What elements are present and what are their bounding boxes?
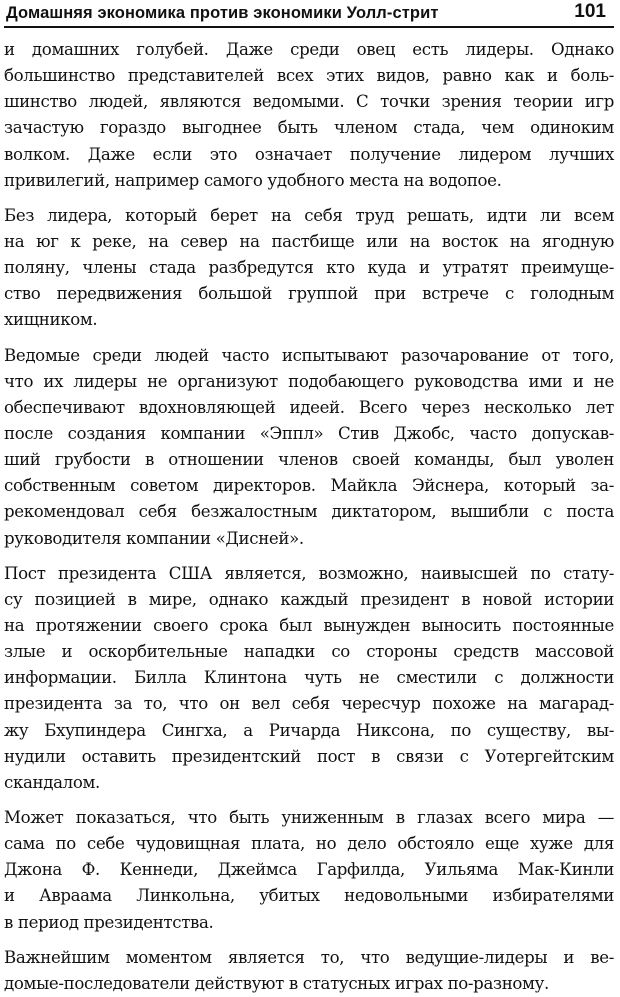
paragraph bbox=[4, 37, 614, 194]
body-text bbox=[4, 37, 614, 997]
text-line: жу Бхупиндера Сингха, а Ричарда Никсона, по существу, вы- bbox=[4, 720, 614, 740]
text-line: и домашних голубей. Даже среди овец есть лидеры. Однако bbox=[4, 40, 614, 59]
paragraph bbox=[4, 561, 614, 796]
text-line: на юг к реке, на север на пастбище или на восток на ягодную bbox=[4, 231, 614, 251]
text-line: зачастую гораздо выгоднее быть членом стада, чем одиноким bbox=[4, 118, 614, 138]
text-line: Ведомые среди людей часто испытывают разочарование от того, bbox=[4, 345, 614, 365]
text-line: шинство людей, являются ведомыми. С точки зрения теории игр bbox=[4, 92, 614, 112]
text-line: су позицией в мире, однако каждый президент в новой истории bbox=[4, 589, 614, 609]
text-line: хищником. bbox=[4, 310, 98, 330]
text-line: Может показаться, что быть униженным в глазах всего мира — bbox=[4, 807, 614, 827]
text-line: информации. Билла Клинтона чуть не сместили с должности bbox=[4, 668, 614, 688]
text-line: на протяжении своего срока был вынужден выносить постоянные bbox=[4, 615, 614, 635]
text-line: после создания компании «Эппл» Стив Джобс, часто допускав- bbox=[4, 423, 614, 443]
text-line: скандалом. bbox=[4, 772, 100, 792]
text-line: нудили оставить президентский пост в связи с Уотергейтским bbox=[4, 746, 614, 766]
text-line: президента за то, что он вел себя чересчур похоже на магарад- bbox=[4, 694, 614, 714]
text-line: Важнейшим моментом является то, что ведущие-лидеры и ве- bbox=[4, 947, 614, 967]
text-line: поляну, члены стада разбредутся кто куда и утратят преимуще- bbox=[4, 258, 614, 278]
text-line: руководителя компании «Дисней». bbox=[4, 528, 304, 548]
paragraph bbox=[4, 945, 614, 997]
text-line: злые и оскорбительные нападки со стороны средств массовой bbox=[4, 642, 614, 662]
paragraph bbox=[4, 805, 614, 936]
paragraph-spacer bbox=[4, 194, 614, 203]
text-line: что их лидеры не организуют подобающего руководства ими и не bbox=[4, 371, 614, 391]
text-line: и Авраама Линкольна, убитых недовольными избирателями bbox=[4, 886, 614, 906]
text-line: в период президентства. bbox=[4, 912, 214, 932]
text-line: Джона Ф. Кеннеди, Джеймса Гарфилда, Уильяма Мак-Кинли bbox=[4, 860, 614, 880]
paragraph-spacer bbox=[4, 796, 614, 805]
text-line: сама по себе чудовищная плата, но дело обстояло еще хуже для bbox=[4, 834, 614, 854]
text-line: волком. Даже если это означает получение лидером лучших bbox=[4, 144, 614, 164]
text-line: обеспечивают вдохновляющей идеей. Всего через несколько лет bbox=[4, 397, 614, 417]
running-header bbox=[4, 0, 614, 28]
text-line: ство передвижения большой группой при встрече с голодным bbox=[4, 284, 614, 304]
page-number: 101 bbox=[574, 1, 606, 22]
text-line: домые-последователи действуют в статусных играх по-разному. bbox=[4, 973, 549, 993]
text-line: большинство представителей всех этих видов, равно как и боль- bbox=[4, 66, 614, 86]
running-title: Домашняя экономика против экономики Уолл-стрит bbox=[6, 4, 439, 22]
text-line: Без лидера, который берет на себя труд решать, идти ли всем bbox=[4, 205, 614, 225]
text-line: Пост президента США является, возможно, наивысшей по стату- bbox=[4, 563, 614, 583]
paragraph-spacer bbox=[4, 552, 614, 561]
text-line: собственным советом директоров. Майкла Эйснера, который за- bbox=[4, 476, 614, 496]
paragraph-spacer bbox=[4, 936, 614, 945]
text-line: рекомендовал себя безжалостным диктатором, вышибли с поста bbox=[4, 502, 614, 522]
paragraph bbox=[4, 343, 614, 552]
paragraph-spacer bbox=[4, 334, 614, 343]
text-line: привилегий, например самого удобного места на водопое. bbox=[4, 170, 502, 190]
paragraph bbox=[4, 203, 614, 334]
text-line: ший грубости в отношении членов своей команды, был уволен bbox=[4, 450, 614, 470]
